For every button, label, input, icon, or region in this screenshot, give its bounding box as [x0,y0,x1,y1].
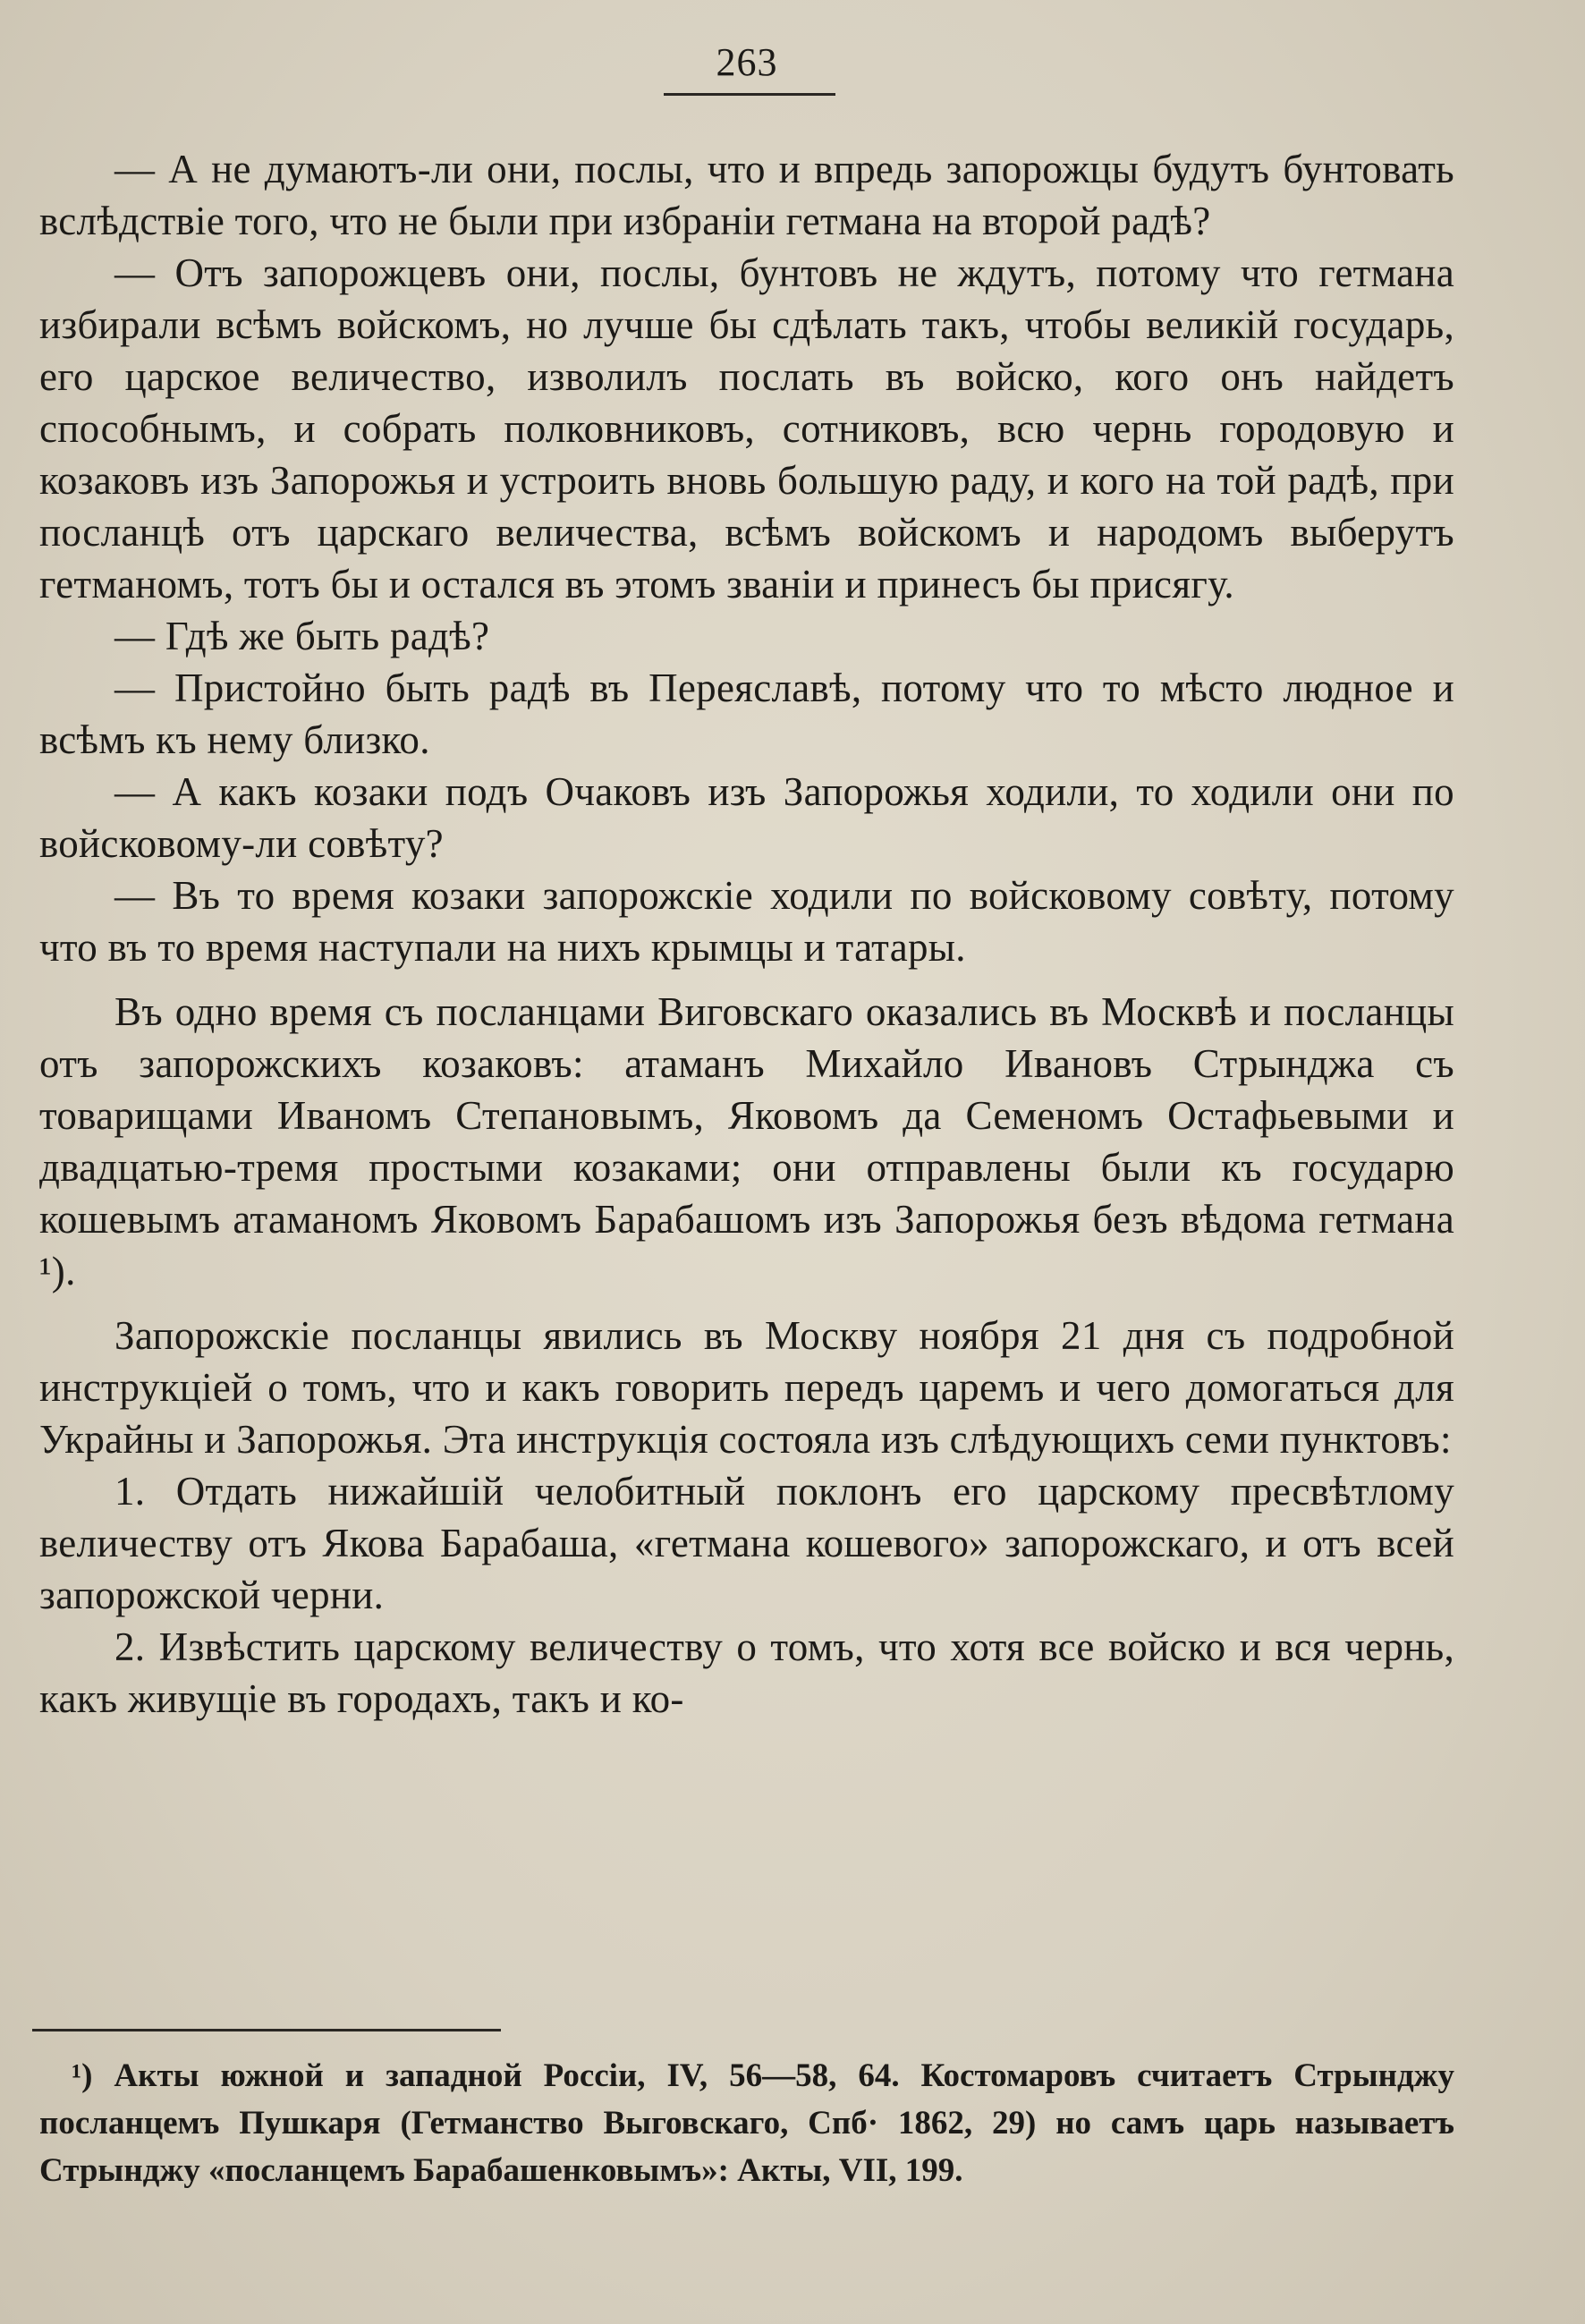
narrative-paragraph: Въ одно время съ посланцами Виговскаго оказались въ Москвѣ и посланцы отъ запорожскихъ козаковъ: атаманъ Михайло Ивановъ Стрынджа съ товарищами Иваномъ Степановымъ, Яковомъ да Семеномъ Остафьевыми и двадцатью-тремя простыми козаками; они отправлены были къ государю кошевымъ атаманомъ Яковомъ Барабашомъ изъ Запорожья безъ вѣдома гетмана ¹). [39,989,1454,1293]
dialogue-paragraph: — Гдѣ же быть радѣ? [114,614,490,658]
narrative-paragraph: Запорожскіе посланцы явились въ Москву ноября 21 дня съ подробной инструкціей о томъ, что и какъ говорить передъ царемъ и чего домогаться для Украйны и Запорожья. Эта инструкція состояла изъ слѣдующихъ семи пунктовъ: [39,1313,1454,1462]
body-text [39,143,1454,1725]
footnote [39,2052,1454,2194]
header-rule [664,93,835,96]
page-number: 263 [716,40,778,84]
dialogue-paragraph: — А какъ козаки подъ Очаковъ изъ Запорожья ходили, то ходили они по войсковому-ли совѣту? [39,769,1454,866]
dialogue-paragraph: — Отъ запорожцевъ они, послы, бунтовъ не ждутъ, потому что гетмана избирали всѣмъ войскомъ, но лучше бы сдѣлать такъ, чтобы великій государь, его царское величество, изволилъ послать въ войско, кого онъ найдетъ способнымъ, и собрать полковниковъ, сотниковъ, всю чернь городовую и козаковъ изъ Запорожья и устроить вновь большую раду, и кого на той радѣ, при посланцѣ отъ царскаго величества, всѣмъ войскомъ и народомъ выберутъ гетманомъ, тотъ бы и остался въ этомъ званіи и принесъ бы присягу. [39,250,1454,606]
instruction-item: 2. Извѣстить царскому величеству о томъ, что хотя все войско и вся чернь, какъ живущіе въ городахъ, такъ и ко- [39,1624,1454,1721]
dialogue-paragraph: — Въ то время козаки запорожскіе ходили по войсковому совѣту, потому что въ то время наступали на нихъ крымцы и татары. [39,873,1454,970]
dialogue-paragraph: — А не думаютъ-ли они, послы, что и впредь запорожцы будутъ бунтовать вслѣдствіе того, что не были при избраніи гетмана на второй радѣ? [39,147,1454,243]
footnote-rule [32,2029,501,2031]
dialogue-paragraph: — Пристойно быть радѣ въ Переяславѣ, потому что то мѣсто людное и всѣмъ къ нему близко. [39,666,1454,762]
footnote-text: ¹) Акты южной и западной Россіи, IV, 56—58, 64. Костомаровъ считаетъ Стрынджу посланцемъ Пушкаря (Гетманство Выговскаго, Спб· 1862, 29) но самъ царь называетъ Стрынджу «посланцемъ Барабашенковымъ»: Акты, VII, 199. [39,2057,1454,2189]
instruction-item: 1. Отдать нижайшій челобитный поклонъ его царскому пресвѣтлому величеству отъ Якова Барабаша, «гетмана кошевого» запорожскаго, и отъ всей запорожской черни. [39,1469,1454,1617]
